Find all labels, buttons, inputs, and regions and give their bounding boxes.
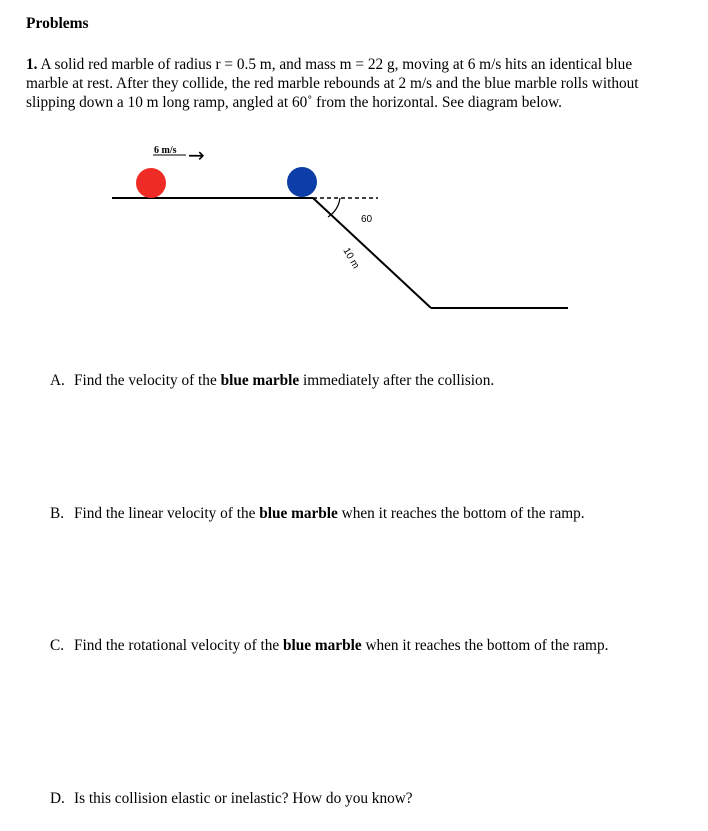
physics-diagram — [0, 130, 708, 330]
problem-number: 1. — [26, 56, 38, 73]
question-a — [50, 372, 494, 390]
question-emphasis: blue marble — [220, 372, 300, 389]
problem-statement — [26, 55, 676, 112]
section-heading: Problems — [26, 15, 89, 32]
question-letter: D. — [50, 790, 65, 807]
question-d — [50, 790, 413, 808]
ramp-length-label: 10 m — [340, 246, 362, 271]
velocity-label: 6 m/s — [154, 145, 177, 156]
question-emphasis: blue marble — [283, 637, 362, 654]
red-marble — [136, 168, 166, 198]
question-c — [50, 637, 608, 655]
problem-text: A solid red marble of radius r = 0.5 m, and mass m = 22 g, moving at 6 m/s hits an identical blue marble at rest. After they collide, the red marble rebounds at 2 m/s and the blue marble rolls without slipping down a 10 m long ramp, angled at 60˚ from the horizontal. See diagram below. — [26, 56, 639, 111]
question-text-end: immediately after the collision. — [299, 372, 495, 389]
question-letter: A. — [50, 372, 65, 389]
question-text: Find the linear velocity of the — [74, 505, 260, 522]
blue-marble — [287, 167, 317, 197]
question-text: Find the rotational velocity of the — [74, 637, 284, 654]
question-text-end: when it reaches the bottom of the ramp. — [337, 505, 585, 522]
question-text: Is this collision elastic or inelastic? How do you know? — [74, 790, 413, 807]
angle-label: 60 — [361, 214, 373, 225]
question-text: Find the velocity of the — [74, 372, 221, 389]
question-letter: C. — [50, 637, 65, 654]
question-letter: B. — [50, 505, 65, 522]
question-text-end: when it reaches the bottom of the ramp. — [361, 637, 609, 654]
velocity-arrow-icon: → — [188, 143, 205, 167]
question-emphasis: blue marble — [259, 505, 338, 522]
question-b — [50, 505, 585, 523]
